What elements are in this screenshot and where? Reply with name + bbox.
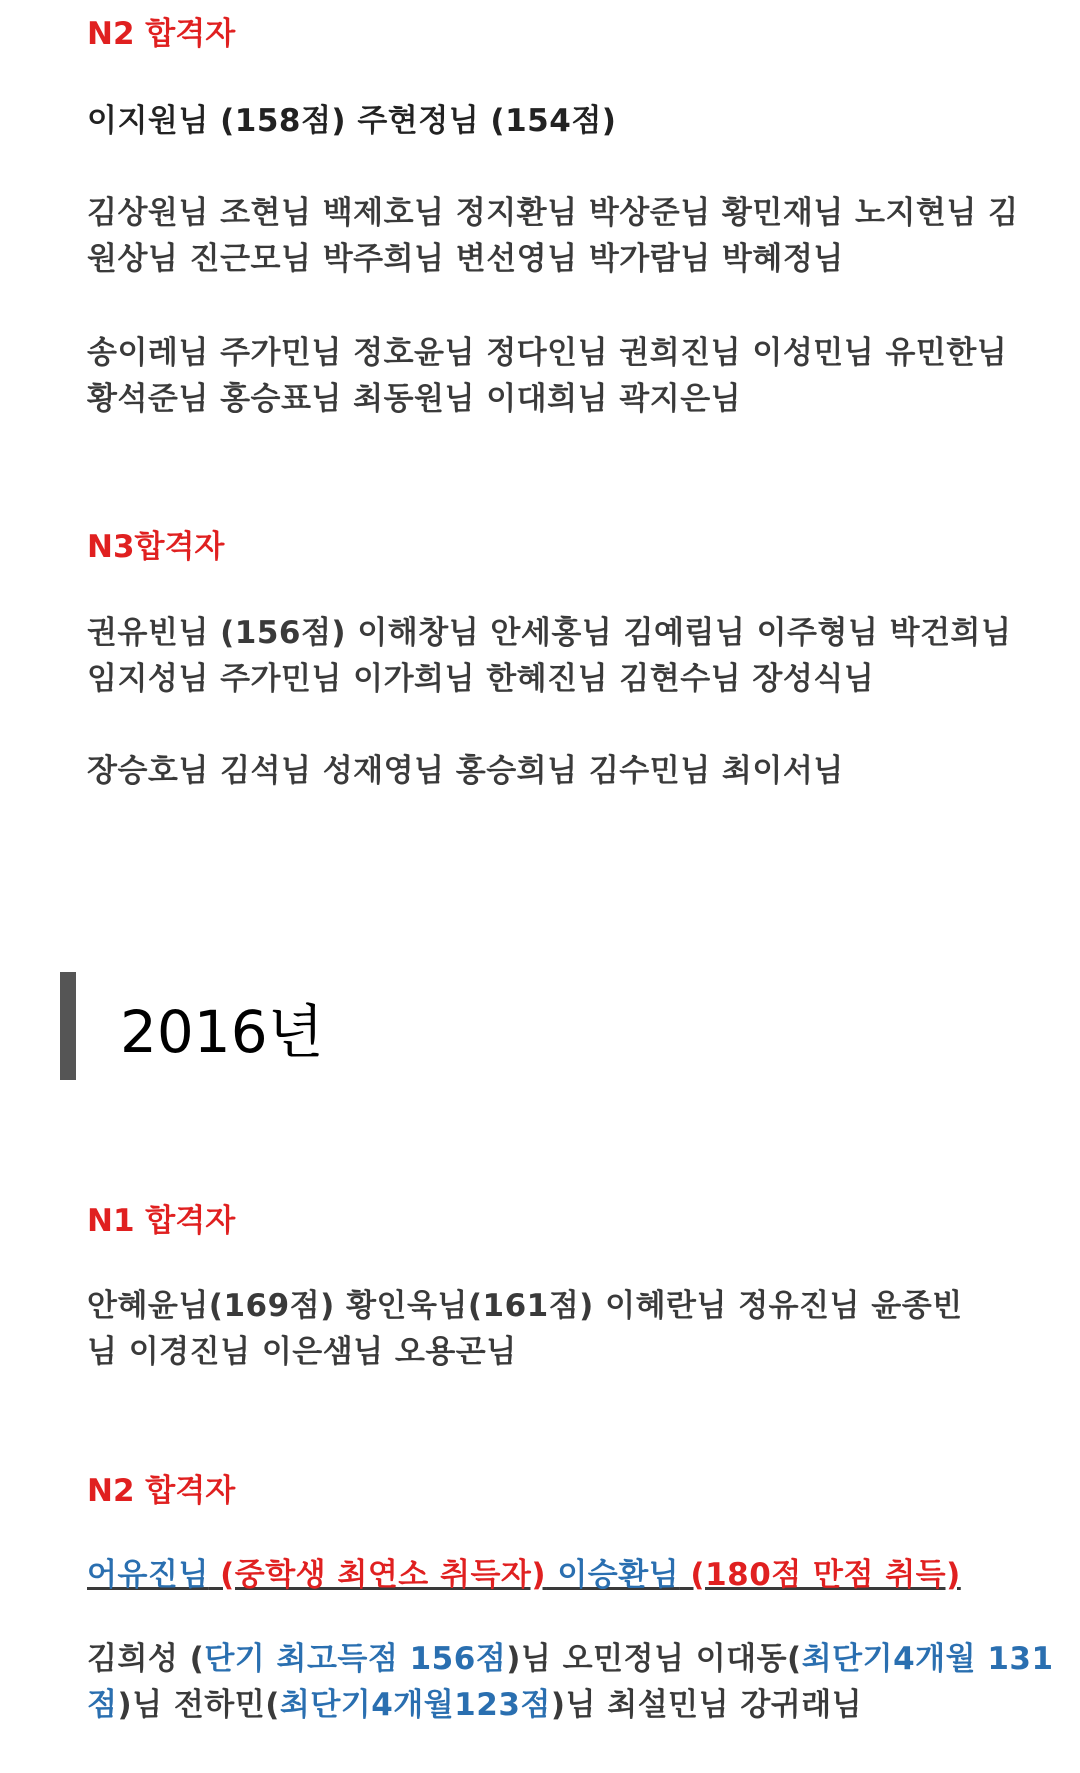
year-header-2016: 2016년 (120, 998, 324, 1066)
note-shortest-4months-131-end: 점 (87, 1687, 118, 1723)
n3-passers-line1: 권유빈님 (156점) 이해창님 안세홍님 김예림님 이주형님 박건희님 (87, 615, 1012, 651)
n3-passers-line3: 장승호님 김석님 성재영님 홍승희님 김수민님 최이서님 (87, 753, 844, 789)
n1-passers-line2: 님 이경진님 이은샘님 오용곤님 (87, 1334, 517, 1370)
highlight-note-perfect-score: (180점 만점 취득) (679, 1557, 961, 1593)
n3-heading-2015: N3합격자 (87, 529, 225, 565)
n2-passers-2016-line1 (87, 1636, 1054, 1682)
highlight-name-eoyujin: 어유진님 (87, 1557, 209, 1593)
note-highest-short-term: 단기 최고득점 156점 (204, 1641, 507, 1677)
n2-passers-2016 (87, 1636, 1054, 1728)
n2-heading-2015: N2 합격자 (87, 16, 236, 52)
n2-passers-group1-2015 (87, 190, 1019, 282)
year-header-bar (60, 972, 76, 1080)
highlight-note-youngest: (중학생 최연소 취득자) (208, 1557, 547, 1593)
text-segment: )님 오민정님 이대동( (506, 1641, 802, 1677)
note-shortest-4months-131: 최단기4개월 131 (801, 1641, 1054, 1677)
n1-heading-2016: N1 합격자 (87, 1203, 236, 1239)
n3-passers-group2-2015 (87, 748, 844, 794)
n2-heading-2016: N2 합격자 (87, 1473, 236, 1509)
n3-passers-line2: 임지성님 주가민님 이가희님 한혜진님 김현수님 장성식님 (87, 661, 875, 697)
highlight-name-leeseunghwan: 이승환님 (546, 1557, 680, 1593)
n1-passers-2016 (87, 1283, 963, 1375)
text-segment: )님 최설민님 강귀래님 (550, 1687, 863, 1723)
n2-passers-2016-line2 (87, 1682, 1054, 1728)
n2-passers-group1-line1: 김상원님 조현님 백제호님 정지환님 박상준님 황민재님 노지현님 김 (87, 195, 1019, 231)
n2-top-scorers-2015: 이지원님 (158점) 주현정님 (154점) (87, 103, 617, 139)
note-shortest-4months-123: 최단기4개월123점 (279, 1687, 551, 1723)
n2-passers-group2-2015 (87, 330, 1007, 422)
n1-passers-line1: 안혜윤님(169점) 황인욱님(161점) 이혜란님 정유진님 윤종빈 (87, 1288, 963, 1324)
text-segment: )님 전하민( (117, 1687, 280, 1723)
n2-highlight-line-2016 (87, 1552, 961, 1598)
n2-passers-group2-line2: 황석준님 홍승표님 최동원님 이대희님 곽지은님 (87, 381, 742, 417)
n2-passers-group2-line1: 송이레님 주가민님 정호윤님 정다인님 권희진님 이성민님 유민한님 (87, 335, 1008, 371)
n2-passers-group1-line2: 원상님 진근모님 박주희님 변선영님 박가람님 박혜정님 (87, 241, 844, 277)
text-segment: 김희성 ( (87, 1641, 205, 1677)
n3-passers-group1-2015 (87, 610, 1011, 702)
